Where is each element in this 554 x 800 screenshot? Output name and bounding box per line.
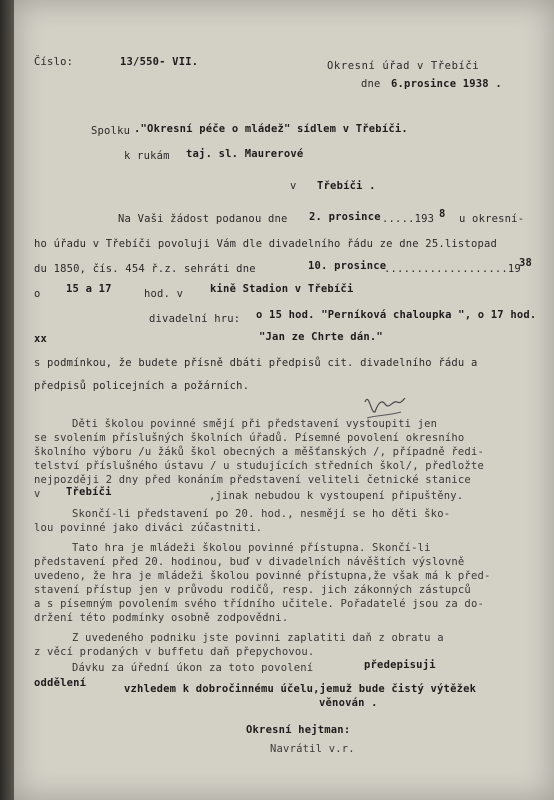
body-line: představení před 20. hodinou, buď v divadelních návěštích výslovně [34,556,465,568]
body-line: Dávku za úřední úkon za toto povolení [72,662,314,674]
body-line: lou povinné jako diváci zúčastniti. [34,522,263,534]
place-prefix: v [290,180,297,192]
addressee-name: ."Okresní péče o mládež" sídlem v Třebíči. [134,123,408,135]
body-line: divadelní hru: [149,313,241,325]
body-line: ...................19 [384,263,521,275]
signatory-name: Navrátil v.r. [270,743,355,755]
play-title-second: "Jan ze Chrte dán." [259,331,383,343]
body-line: s podmínkou, že budete přísně dbáti předpisů cit. divadelního řádu a [34,357,478,369]
body-line: ho úřadu v Třebíči povoluji Vám dle divadelního řádu ze dne 25.listopad [34,238,498,250]
request-year: 8 [439,208,446,220]
body-line: Na Vaši žádost podanou dne [118,213,288,225]
struck-department: oddělení [34,677,87,689]
body-line: předpisů policejních a požárních. [34,380,250,392]
body-line: .....193 [382,213,435,225]
body-line: u okresní- [459,213,525,225]
body-line: Tato hra je mládeži školou povinné přístupna. Skončí-li [72,542,431,554]
body-line: a s písemným povolením svého třídního učitele. Pořadatelé jsou za do- [34,598,484,610]
body-line: ,jinak nebudou k vystoupení připuštěny. [209,490,464,502]
request-date: 2. prosince [309,211,381,223]
body-line: hod. v [144,288,184,300]
document-page [14,0,554,800]
date-prefix: dne [361,78,381,90]
body-line: v [34,488,41,500]
body-line: telství příslušného ústavu / u studujících středních škol/, předložte [34,460,484,472]
body-line: uvedeno, že hra je mládeži školou povinné přístupna,že však má k před- [34,570,491,582]
body-line: o [34,288,41,300]
performance-date: 10. prosince [308,260,387,272]
issue-date: 6.prosince 1938 . [391,78,502,90]
attention-name: taj. sl. Maurerové [186,148,304,160]
body-line: držení této podmínky osobně zodpovědni. [34,612,289,624]
body-line: Z uvedeného podniku jste povinni zaplatiti daň z obratu a [72,632,444,644]
body-line: nejpozději 2 dny před konáním představení veliteli četnické stanice [34,474,471,486]
body-line: školního výboru /u žáků škol obecných a měšťanských /, případně ředi- [34,446,484,458]
body-line: Děti školou povinné smějí při představení vystoupiti jen [72,418,438,430]
struck-text: xx [34,333,48,345]
performance-hours: 15 a 17 [66,283,112,295]
police-station-place: Třebíči [66,486,112,498]
performance-year: 38 [519,257,533,269]
fee-phrase: předepisuji [364,659,436,671]
charity-clause: vzhledem k dobročinnému účelu,jemuž bude čistý výtěžek [124,683,477,695]
play-titles: o 15 hod. "Perníková chaloupka ", o 17 hod. [256,309,537,321]
scan-edge [0,0,14,800]
venue: kině Stadion v Třebíči [210,283,354,295]
body-line: Skončí-li představení po 20. hod., nesmějí se ho děti ško- [72,508,451,520]
attention-label: k rukám [124,150,170,162]
body-line: stavení přístup jen v průvodu rodičů, resp. jich zákonných zástupců [34,584,471,596]
signatory-title: Okresní hejtman: [246,724,351,736]
place-name: Třebíči . [317,180,376,192]
body-line: se svolením příslušných školních úřadů. Písemné povolení okresního [34,432,465,444]
issuing-office: Okresní úřad v Třebíči [327,60,480,72]
body-line: z věcí prodaných v buffetu daň přepychovou. [34,646,315,658]
reference-label: Číslo: [34,56,74,68]
body-line: du 1850, čís. 454 ř.z. sehráti dne [34,263,256,275]
charity-clause-end: věnován . [319,697,378,709]
addressee-label: Spolku [91,125,131,137]
reference-number: 13/550- VII. [120,56,199,68]
